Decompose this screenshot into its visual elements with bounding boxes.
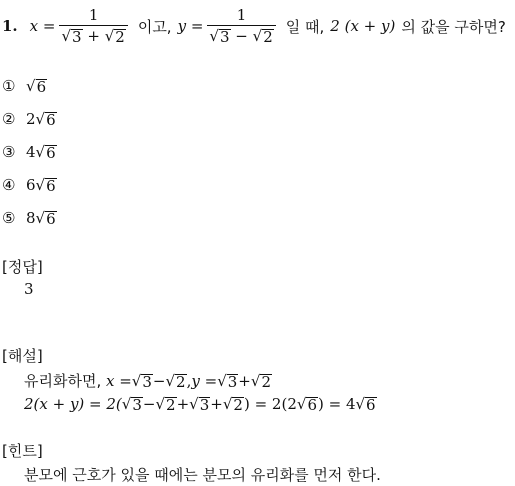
sqrt-2: √ 2 bbox=[252, 27, 273, 46]
option-value: 8 √ 6 bbox=[26, 209, 56, 228]
explanation-line-2: 2(x + y) = 2( √ 3 − √ 2 + √ 3 + √ 2 ) = 2(2 √ 6 ) = 4 √ 6 bbox=[24, 395, 376, 414]
target-expression: 2 (x + y) bbox=[330, 17, 396, 35]
option-2[interactable] bbox=[2, 107, 57, 131]
option-marker: ① bbox=[2, 77, 16, 95]
option-5[interactable] bbox=[2, 206, 57, 230]
question-text-when: 일 때, bbox=[285, 17, 325, 36]
explanation-line-1: 유리화하면, x = √ 3 − √ 2 , y = √ 3 + √ 2 bbox=[24, 371, 271, 391]
sqrt-2: √ 2 bbox=[104, 27, 125, 46]
option-1[interactable] bbox=[2, 74, 47, 98]
y-fraction bbox=[207, 7, 275, 45]
y-label: y = bbox=[177, 17, 204, 35]
question-line bbox=[2, 5, 512, 47]
option-marker: ③ bbox=[2, 143, 16, 161]
option-marker: ④ bbox=[2, 176, 16, 194]
hint-text: 분모에 근호가 있을 때에는 분모의 유리화를 먼저 한다. bbox=[24, 466, 381, 484]
option-3[interactable] bbox=[2, 140, 57, 164]
option-value: √ 6 bbox=[26, 77, 47, 96]
option-value: 4 √ 6 bbox=[26, 143, 56, 162]
hint-title: [힌트] bbox=[2, 442, 43, 460]
x-denominator bbox=[59, 25, 127, 45]
minus-sign: − bbox=[235, 27, 248, 45]
sqrt-3: √ 3 bbox=[209, 27, 230, 46]
answer-value: 3 bbox=[24, 280, 34, 298]
question-text-ask: 의 값을 구하면? bbox=[401, 17, 506, 36]
sqrt-3: √ 3 bbox=[61, 27, 82, 46]
y-numerator: 1 bbox=[236, 6, 247, 24]
x-numerator: 1 bbox=[88, 6, 99, 24]
x-label: x = bbox=[29, 17, 56, 35]
option-marker: ⑤ bbox=[2, 209, 16, 227]
y-denominator bbox=[207, 25, 275, 45]
option-value: 6 √ 6 bbox=[26, 176, 56, 195]
question-number: 1. bbox=[2, 17, 18, 35]
x-fraction bbox=[59, 7, 127, 45]
explanation-title: [해설] bbox=[2, 347, 43, 365]
option-4[interactable] bbox=[2, 173, 57, 197]
answer-title: [정답] bbox=[2, 258, 43, 276]
question-text-connector: 이고, bbox=[137, 17, 172, 36]
option-value: 2 √ 6 bbox=[26, 110, 56, 129]
plus-sign: + bbox=[87, 27, 100, 45]
option-marker: ② bbox=[2, 110, 16, 128]
